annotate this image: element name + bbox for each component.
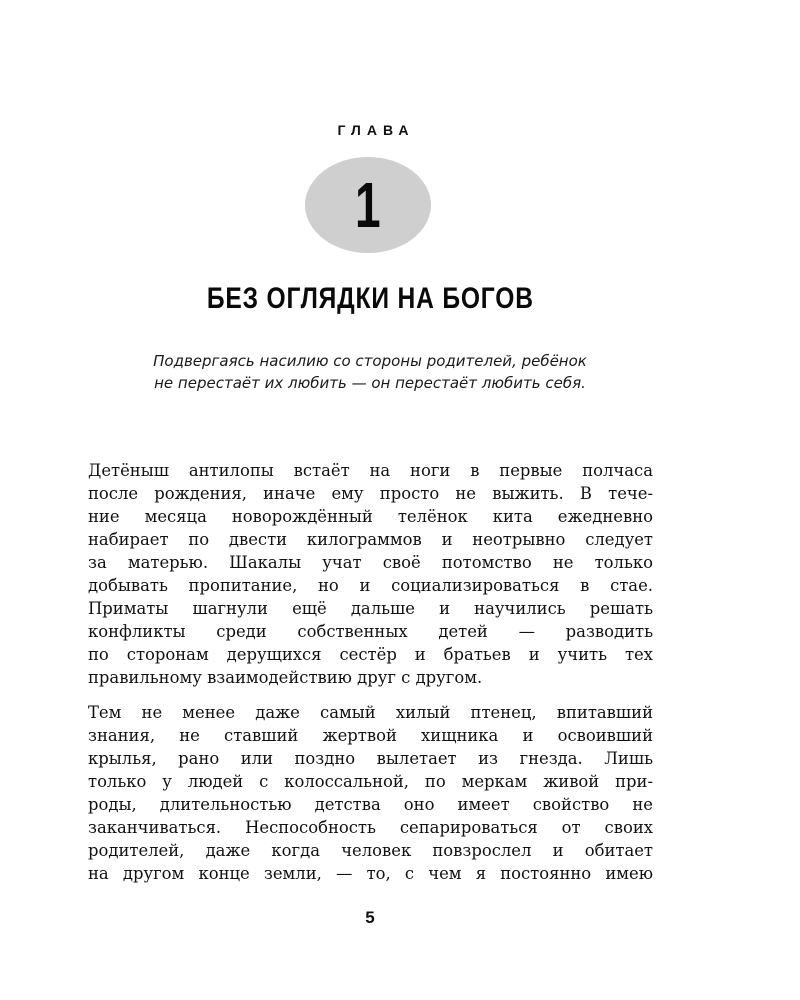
text-line: роды, длительностью детства оно имеет свойство не <box>88 795 653 814</box>
text-line: после рождения, иначе ему просто не выжить. В тече- <box>88 484 653 503</box>
paragraph-1 <box>88 459 653 689</box>
text-line: правильному взаимодействию друг с другом. <box>88 668 483 687</box>
text-line: набирает по двести килограммов и неотрывно следует <box>88 530 653 549</box>
paragraph-2 <box>88 701 653 885</box>
text-line: Тем не менее даже самый хилый птенец, впитавший <box>88 703 653 722</box>
chapter-label: ГЛАВА <box>337 122 415 138</box>
text-line: ние месяца новорождённый телёнок кита ежедневно <box>88 507 653 526</box>
epigraph-line: не перестаёт их любить — он перестаёт любить себя. <box>154 374 586 392</box>
text-line: только у людей с колоссальной, по меркам живой при- <box>88 772 653 791</box>
text-line: конфликты среди собственных детей — разводить <box>88 622 653 641</box>
text-line: за матерью. Шакалы учат своё потомство не только <box>88 553 653 572</box>
text-line: Детёныш антилопы встаёт на ноги в первые полчаса <box>88 461 653 480</box>
text-line: на другом конце земли, — то, с чем я постоянно имею <box>88 864 653 883</box>
page-number: 5 <box>365 908 375 927</box>
chapter-title-text: БЕЗ ОГЛЯДКИ НА БОГОВ <box>206 282 534 315</box>
chapter-title <box>0 282 740 316</box>
text-line: Приматы шагнули ещё дальше и научились решать <box>88 599 653 618</box>
text-line: знания, не ставший жертвой хищника и освоивший <box>88 726 653 745</box>
text-line: крылья, рано или поздно вылетает из гнезда. Лишь <box>88 749 653 768</box>
text-line: заканчиваться. Неспособность сепарироваться от своих <box>88 818 653 837</box>
text-line: родителей, даже когда человек повзрослел и обитает <box>88 841 653 860</box>
text-line: добывать пропитание, но и социализироваться в стае. <box>88 576 653 595</box>
body-text <box>88 459 653 897</box>
chapter-number-badge <box>305 157 431 253</box>
epigraph <box>90 350 650 394</box>
chapter-number: 1 <box>355 169 381 241</box>
text-line: по сторонам дерущихся сестёр и братьев и учить тех <box>88 645 653 664</box>
epigraph-line: Подвергаясь насилию со стороны родителей, ребёнок <box>153 352 587 370</box>
